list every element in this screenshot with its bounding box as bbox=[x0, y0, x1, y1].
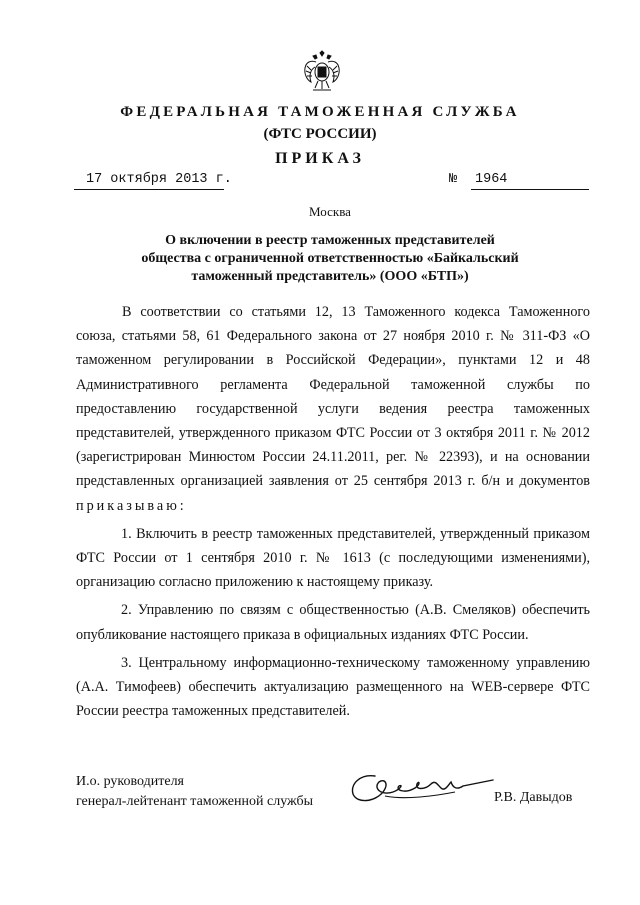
order-item-1: 1. Включить в реестр таможенных представителей, утвержденный приказом ФТС России от 1 сентября 2010 г. № 1613 (с последующими изменениями), организацию согласно приложению к настоящему приказу. bbox=[76, 525, 590, 591]
handwritten-signature-icon bbox=[345, 766, 495, 816]
position-line: генерал-лейтенант таможенной службы bbox=[76, 794, 314, 809]
order-word: приказываю: bbox=[76, 497, 187, 514]
preamble-paragraph bbox=[76, 300, 590, 518]
agency-name: ФЕДЕРАЛЬНАЯ ТАМОЖЕННАЯ СЛУЖБА bbox=[120, 104, 520, 120]
order-item-2: 2. Управлению по связям с общественностью (А.В. Смеляков) обеспечить опубликование настоящего приказа в официальных изданиях ФТС России. bbox=[76, 602, 590, 643]
order-number-block bbox=[449, 172, 589, 190]
coat-of-arms-emblem-icon bbox=[303, 50, 341, 94]
order-item-3: 3. Центральному информационно-техническому таможенному управлению (А.А. Тимофеев) обеспечить актуализацию размещенного на WEB-сервере ФТС России реестра таможенных представителей. bbox=[76, 654, 590, 720]
document-type: ПРИКАЗ bbox=[275, 150, 365, 167]
title-line: О включении в реестр таможенных представителей bbox=[165, 233, 495, 248]
position-line: И.о. руководителя bbox=[76, 774, 185, 789]
signatory-name: Р.В. Давыдов bbox=[494, 790, 573, 805]
order-date: 17 октября 2013 г. bbox=[74, 172, 224, 190]
city: Москва bbox=[309, 204, 351, 219]
number-sign: № bbox=[449, 172, 458, 187]
order-number: 1964 bbox=[471, 172, 589, 190]
document-title bbox=[80, 232, 580, 286]
preamble-text: В соответствии со статьями 12, 13 Таможенного кодекса Таможенного союза, статьями 58, 61 Федерального закона от 27 ноября 2010 г. № 311-ФЗ «О таможенном регулировании в Российской Федерации», пунктами 12 и 48 Административного регламента Федеральной таможенной службы по предоставлению государственной услуги ведения реестра таможенных представителей, утвержденного приказом ФТС России от 3 октября 2011 г. № 2012 (зарегистрирован Минюстом России 24.11.2011, рег. № 22393), и на основании представленных организацией заявления от 25 сентября 2013 г. б/н и документов bbox=[76, 304, 590, 490]
agency-short-name: (ФТС РОССИИ) bbox=[263, 126, 377, 142]
title-line: таможенный представитель» (ООО «БТП») bbox=[191, 269, 469, 284]
title-line: общества с ограниченной ответственностью «Байкальский bbox=[141, 251, 519, 266]
signatory-position bbox=[76, 772, 313, 812]
document-body bbox=[76, 300, 590, 723]
